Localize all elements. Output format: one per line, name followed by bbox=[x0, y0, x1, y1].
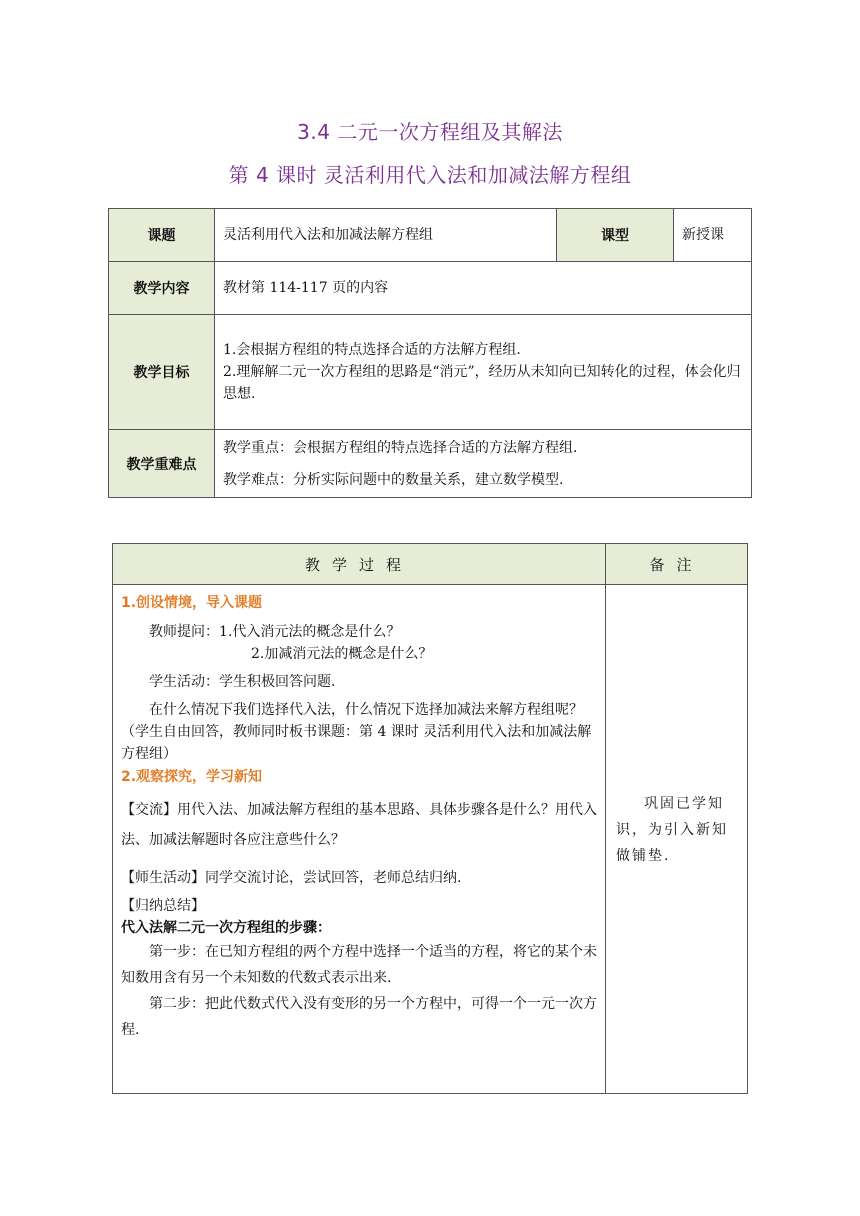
topic-label: 课题 bbox=[109, 209, 215, 262]
exchange-text: 【交流】用代入法、加减法解方程组的基本思路、具体步骤各是什么？用代入法、加减法解题时各应注意些什么？ bbox=[121, 802, 597, 848]
topic-value: 灵活利用代入法和加减法解方程组 bbox=[215, 209, 557, 262]
goals-label: 教学目标 bbox=[109, 315, 215, 430]
content-label: 教学内容 bbox=[109, 262, 215, 315]
title-line-2: 第 4 课时 灵活利用代入法和加减法解方程组 bbox=[228, 163, 632, 187]
summary-heading: 【归纳总结】 bbox=[121, 898, 205, 914]
key-label: 教学重难点 bbox=[109, 430, 215, 498]
notes-body bbox=[606, 585, 748, 1094]
goals-value bbox=[215, 315, 752, 430]
steps-title: 代入法解二元一次方程组的步骤： bbox=[121, 920, 331, 936]
student-activity: 学生活动：学生积极回答问题. bbox=[149, 674, 336, 690]
teaching-process-table bbox=[112, 543, 748, 1094]
section-2-title: 2.观察探究，学习新知 bbox=[121, 769, 263, 785]
difficult-point: 教学难点：分析实际问题中的数量关系，建立数学模型. bbox=[223, 471, 564, 488]
note-text: 巩固已学知识，为引入新知做铺垫. bbox=[616, 796, 728, 864]
goal-item: 2.理解解二元一次方程组的思路是“消元”，经历从未知向已知转化的过程，体会化归思想. bbox=[223, 364, 741, 402]
process-body bbox=[113, 585, 606, 1094]
title-line-1: 3.4 二元一次方程组及其解法 bbox=[297, 120, 563, 144]
teacher-question-1: 教师提问：1.代入消元法的概念是什么？ bbox=[149, 624, 401, 640]
notes-header: 备注 bbox=[606, 544, 748, 585]
key-value bbox=[215, 430, 752, 498]
goal-item: 1.会根据方程组的特点选择合适的方法解方程组. bbox=[223, 342, 521, 358]
question-paragraph: 在什么情况下我们选择代入法，什么情况下选择加减法来解方程组呢？（学生自由回答，教师同时板书课题：第 4 课时 灵活利用代入法和加减法解方程组） bbox=[121, 702, 592, 762]
teacher-question-2: 2.加减消元法的概念是什么？ bbox=[251, 646, 433, 662]
type-value: 新授课 bbox=[674, 209, 752, 262]
section-1-title: 1.创设情境，导入课题 bbox=[121, 595, 263, 611]
process-header: 教学过程 bbox=[113, 544, 606, 585]
type-label: 课型 bbox=[557, 209, 674, 262]
content-value: 教材第 114-117 页的内容 bbox=[215, 262, 752, 315]
teacher-student-activity: 【师生活动】同学交流讨论，尝试回答，老师总结归纳. bbox=[121, 870, 462, 886]
key-point: 教学重点：会根据方程组的特点选择合适的方法解方程组. bbox=[223, 439, 578, 456]
step-2: 第二步：把此代数式代入没有变形的另一个方程中，可得一个一元一次方程. bbox=[121, 996, 597, 1038]
lesson-info-table bbox=[108, 208, 752, 498]
step-1: 第一步：在已知方程组的两个方程中选择一个适当的方程，将它的某个未知数用含有另一个未知数的代数式表示出来. bbox=[121, 944, 597, 986]
